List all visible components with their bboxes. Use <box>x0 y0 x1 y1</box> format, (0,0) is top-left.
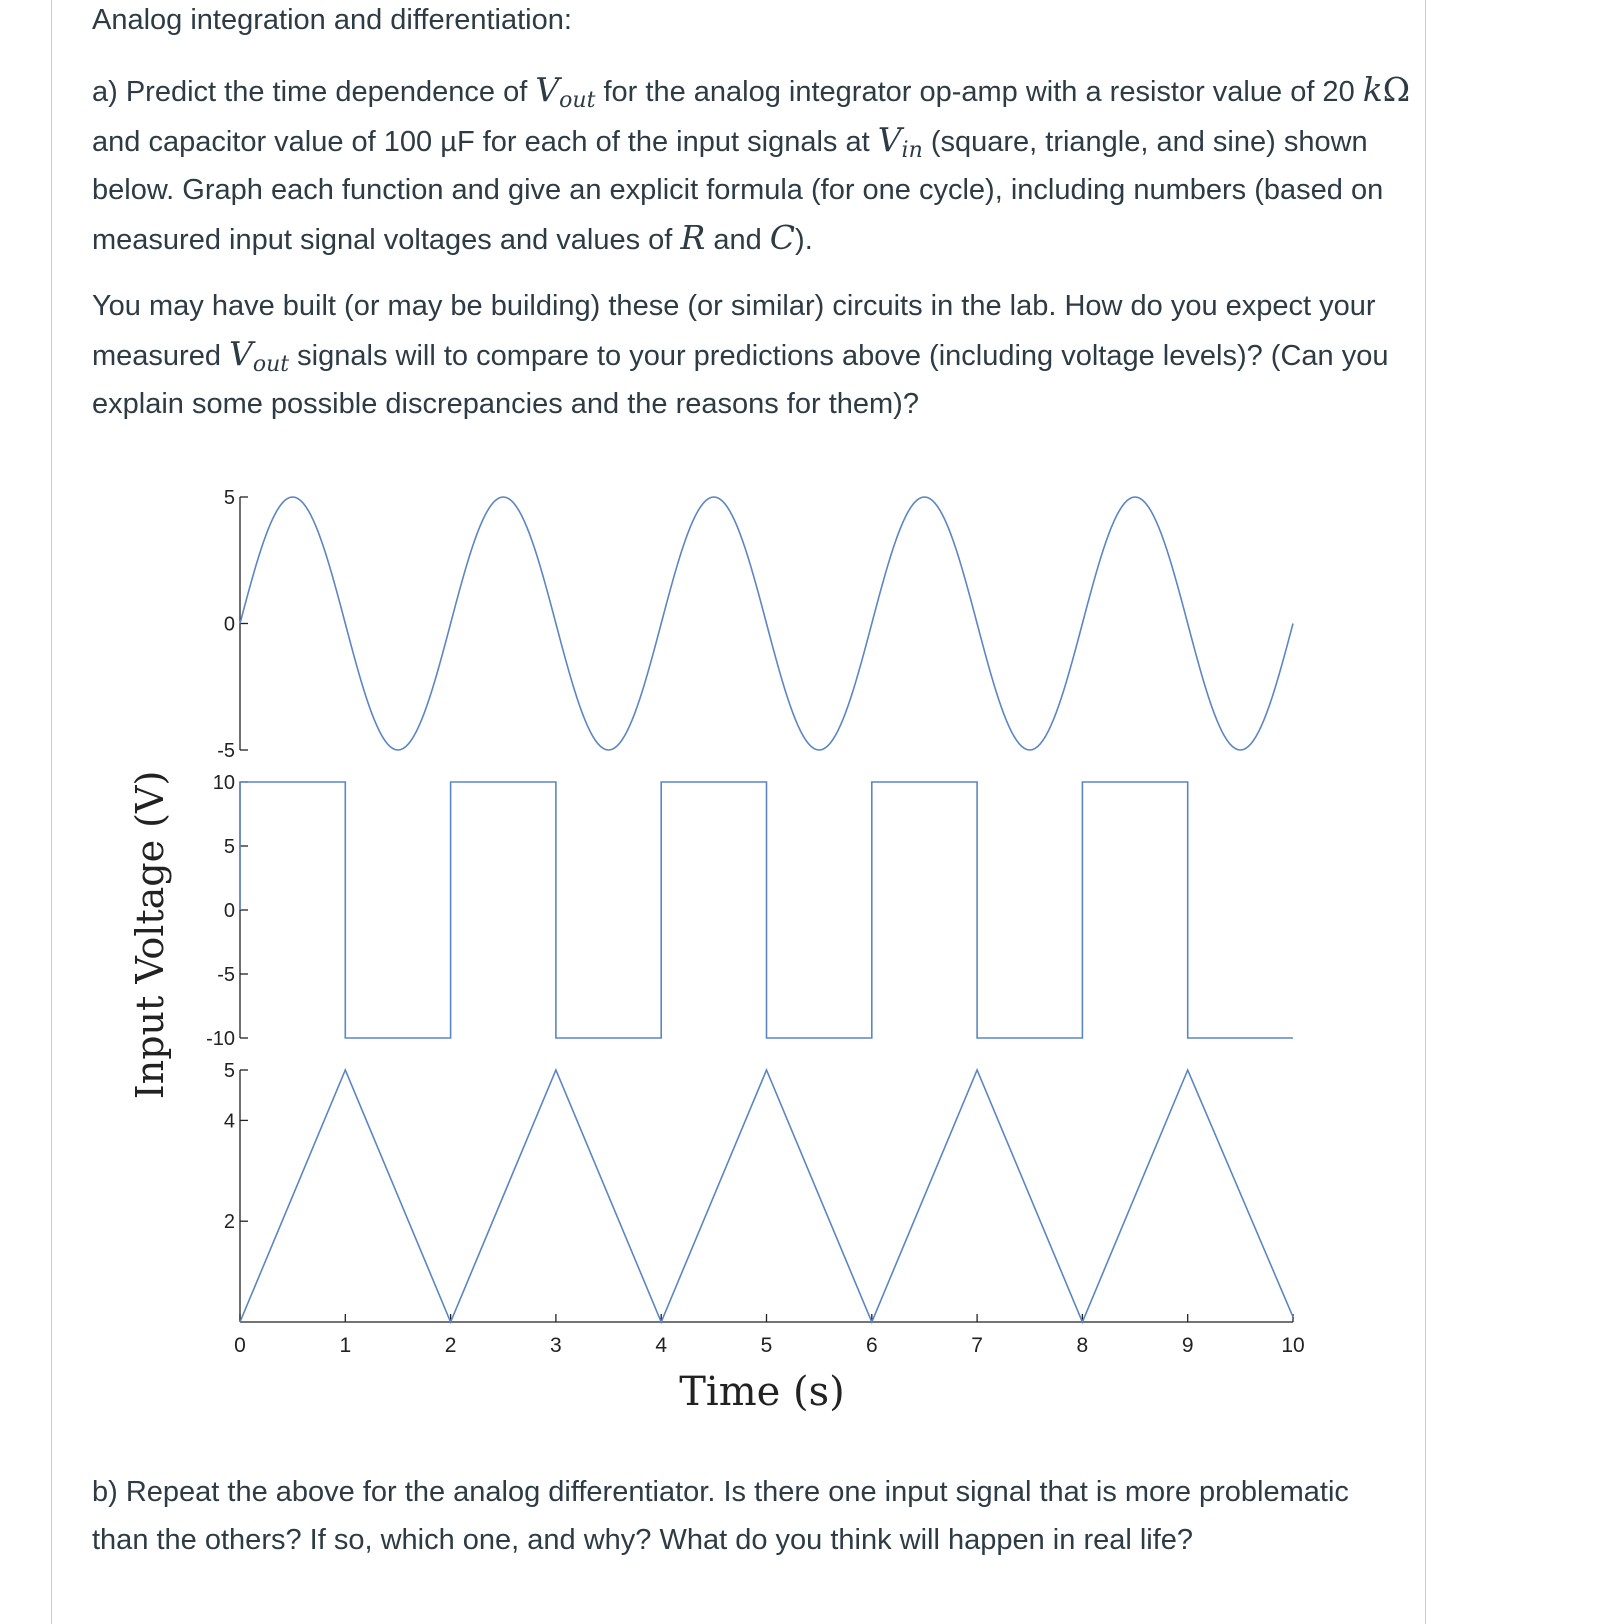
x-tick-label: 3 <box>550 1334 562 1357</box>
part-a-text-4: (square, triangle, and sine) shown below. Graph each function and give an explicit formula (for one cycle), including numbers (based on measured input signal voltages and values of <box>92 126 1384 256</box>
v-in-symbol: $V_{in}$ <box>877 120 923 163</box>
part-a-text-3: and capacitor value of 100 µF for each of the input signals at <box>92 126 878 158</box>
sine-y-tick-label: 5 <box>223 487 235 509</box>
square-y-tick-label: -5 <box>217 964 235 986</box>
heading: Analog integration and differentiation: <box>92 4 572 36</box>
sine-y-tick-label: -5 <box>217 740 235 762</box>
part-a-text-5: and <box>705 224 770 256</box>
square-y-tick-label: 5 <box>223 836 235 858</box>
triangle-y-tick-label: 5 <box>223 1060 235 1082</box>
x-tick-label: 2 <box>444 1334 457 1357</box>
x-tick-label: 4 <box>655 1334 668 1357</box>
x-tick-label: 8 <box>1076 1334 1089 1357</box>
kilo-ohm-symbol: kΩ <box>1362 70 1411 109</box>
x-tick-label: 10 <box>1281 1334 1305 1357</box>
x-tick-label: 0 <box>234 1334 246 1357</box>
triangle-y-tick-label: 2 <box>223 1211 235 1234</box>
c-symbol: C <box>769 218 796 257</box>
x-tick-label: 9 <box>1181 1334 1194 1357</box>
part-a-text-1: a) Predict the time dependence of <box>92 76 536 108</box>
part-a-text-2: for the analog integrator op-amp with a resistor value of 20 <box>595 76 1363 108</box>
square-trace <box>240 782 1293 1038</box>
triangle-trace <box>240 1070 1293 1322</box>
sine-y-tick-label: 0 <box>223 613 235 636</box>
square-y-tick-label: 0 <box>223 900 235 922</box>
y-axis-label: Input Voltage (V) <box>128 770 172 1100</box>
x-tick-label: 7 <box>971 1334 983 1357</box>
question-part-b: b) Repeat the above for the analog differentiator. Is there one input signal that is more problematic than the others? If so, which one, and why? What do you think will happen in real life? <box>92 1476 1349 1556</box>
followup-text-1: You may have built (or may be building) these (or similar) circuits in the lab. How do you expect your measured <box>92 290 1376 372</box>
triangle-y-tick-label: 4 <box>223 1110 235 1133</box>
x-tick-label: 1 <box>339 1334 352 1357</box>
x-tick-label: 6 <box>865 1334 878 1357</box>
part-a-text-6: ). <box>795 224 813 256</box>
square-y-tick-label: 10 <box>212 772 235 794</box>
v-out-symbol: $V_{out}$ <box>535 70 596 113</box>
x-axis-label: Time (s) <box>679 1369 845 1415</box>
v-out-symbol-2: $V_{out}$ <box>229 334 290 377</box>
square-y-tick-label: -10 <box>206 1028 235 1050</box>
x-tick-label: 5 <box>760 1334 773 1357</box>
sine-trace <box>240 497 1293 750</box>
followup-text-2: signals will to compare to your predictions above (including voltage levels)? (Can you explain some possible discrepancies and the reasons for them)? <box>92 340 1389 420</box>
r-symbol: R <box>680 218 706 257</box>
